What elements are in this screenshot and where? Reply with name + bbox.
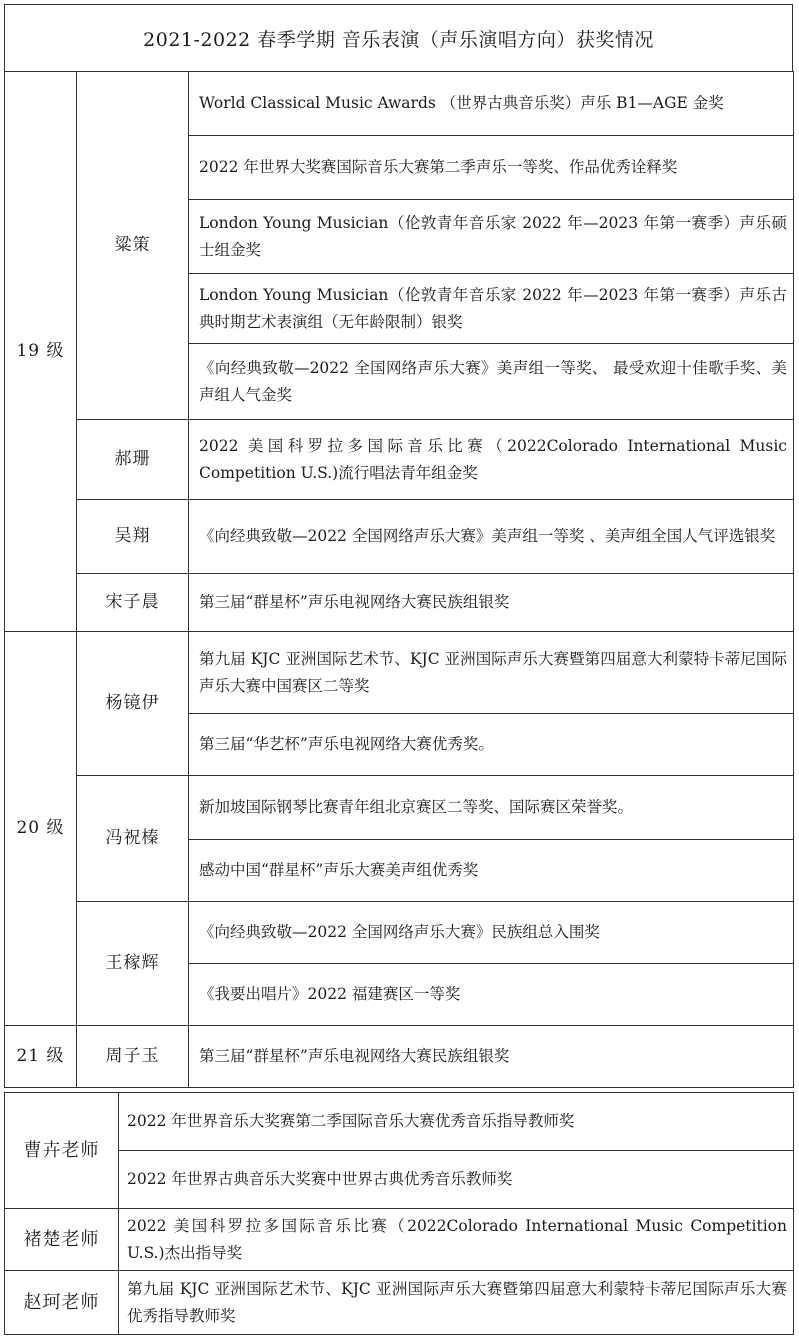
table-row (5, 72, 794, 136)
grade-cell: 21 级 (5, 1026, 77, 1088)
award-cell: 第九届 KJC 亚洲国际艺术节、KJC 亚洲国际声乐大赛暨第四届意大利蒙特卡蒂尼国际声乐大赛中国赛区二等奖 (189, 632, 794, 714)
award-cell: 2022 美国科罗拉多国际音乐比赛（2022Colorado International Music Competition U.S.)杰出指导奖 (119, 1209, 794, 1271)
table-row (5, 1151, 794, 1209)
table-row (5, 776, 794, 840)
student-name: 郝珊 (77, 420, 189, 500)
award-cell: 第三届“群星杯”声乐电视网络大赛民族组银奖 (189, 574, 794, 632)
table-row (5, 574, 794, 632)
student-name: 杨镜伊 (77, 632, 189, 776)
teacher-awards-table (4, 1092, 794, 1335)
teacher-name: 曹卉老师 (5, 1093, 119, 1209)
award-cell: 2022 年世界古典音乐大奖赛中世界古典优秀音乐教师奖 (119, 1151, 794, 1209)
award-cell: 《我要出唱片》2022 福建赛区一等奖 (189, 964, 794, 1026)
award-cell: London Young Musician（伦敦青年音乐家 2022 年—2023 年第一赛季）声乐硕士组金奖 (189, 200, 794, 274)
student-name: 宋子晨 (77, 574, 189, 632)
teacher-name: 褚楚老师 (5, 1209, 119, 1271)
award-cell: 2022 美国科罗拉多国际音乐比赛（2022Colorado International Music Competition U.S.)流行唱法青年组金奖 (189, 420, 794, 500)
award-cell: 第三届“华艺杯”声乐电视网络大赛优秀奖。 (189, 714, 794, 776)
award-cell: 《向经典致敬—2022 全国网络声乐大赛》美声组一等奖、 最受欢迎十佳歌手奖、美声组人气金奖 (189, 344, 794, 420)
table-row (5, 500, 794, 574)
award-cell: 新加坡国际钢琴比赛青年组北京赛区二等奖、国际赛区荣誉奖。 (189, 776, 794, 840)
student-name: 冯祝榛 (77, 776, 189, 902)
award-cell: London Young Musician（伦敦青年音乐家 2022 年—2023 年第一赛季）声乐古典时期艺术表演组（无年龄限制）银奖 (189, 274, 794, 344)
award-cell: 第九届 KJC 亚洲国际艺术节、KJC 亚洲国际声乐大赛暨第四届意大利蒙特卡蒂尼国际声乐大赛优秀指导教师奖 (119, 1271, 794, 1335)
teacher-name: 赵珂老师 (5, 1271, 119, 1335)
grade-cell: 19 级 (5, 72, 77, 632)
table-row (5, 1026, 794, 1088)
table-row (5, 1271, 794, 1335)
grade-cell: 20 级 (5, 632, 77, 1026)
student-name: 吴翔 (77, 500, 189, 574)
award-cell: 第三届“群星杯”声乐电视网络大赛民族组银奖 (189, 1026, 794, 1088)
award-cell: 《向经典致敬—2022 全国网络声乐大赛》民族组总入围奖 (189, 902, 794, 964)
table-row (5, 420, 794, 500)
table-row (5, 1209, 794, 1271)
award-cell: 感动中国“群星杯”声乐大赛美声组优秀奖 (189, 840, 794, 902)
award-cell: 《向经典致敬—2022 全国网络声乐大赛》美声组一等奖 、美声组全国人气评选银奖 (189, 500, 794, 574)
table-row (5, 902, 794, 964)
student-name: 周子玉 (77, 1026, 189, 1088)
award-cell: 2022 年世界大奖赛国际音乐大赛第二季声乐一等奖、作品优秀诠释奖 (189, 136, 794, 200)
student-name: 粱策 (77, 72, 189, 420)
student-name: 王稼辉 (77, 902, 189, 1026)
award-cell: 2022 年世界音乐大奖赛第二季国际音乐大赛优秀音乐指导教师奖 (119, 1093, 794, 1151)
awards-document (4, 4, 795, 1334)
table-row (5, 1093, 794, 1151)
student-awards-table (4, 71, 794, 1088)
table-row (5, 632, 794, 714)
document-title: 2021-2022 春季学期 音乐表演（声乐演唱方向）获奖情况 (4, 4, 793, 72)
award-cell: World Classical Music Awards （世界古典音乐奖）声乐 B1—AGE 金奖 (189, 72, 794, 136)
